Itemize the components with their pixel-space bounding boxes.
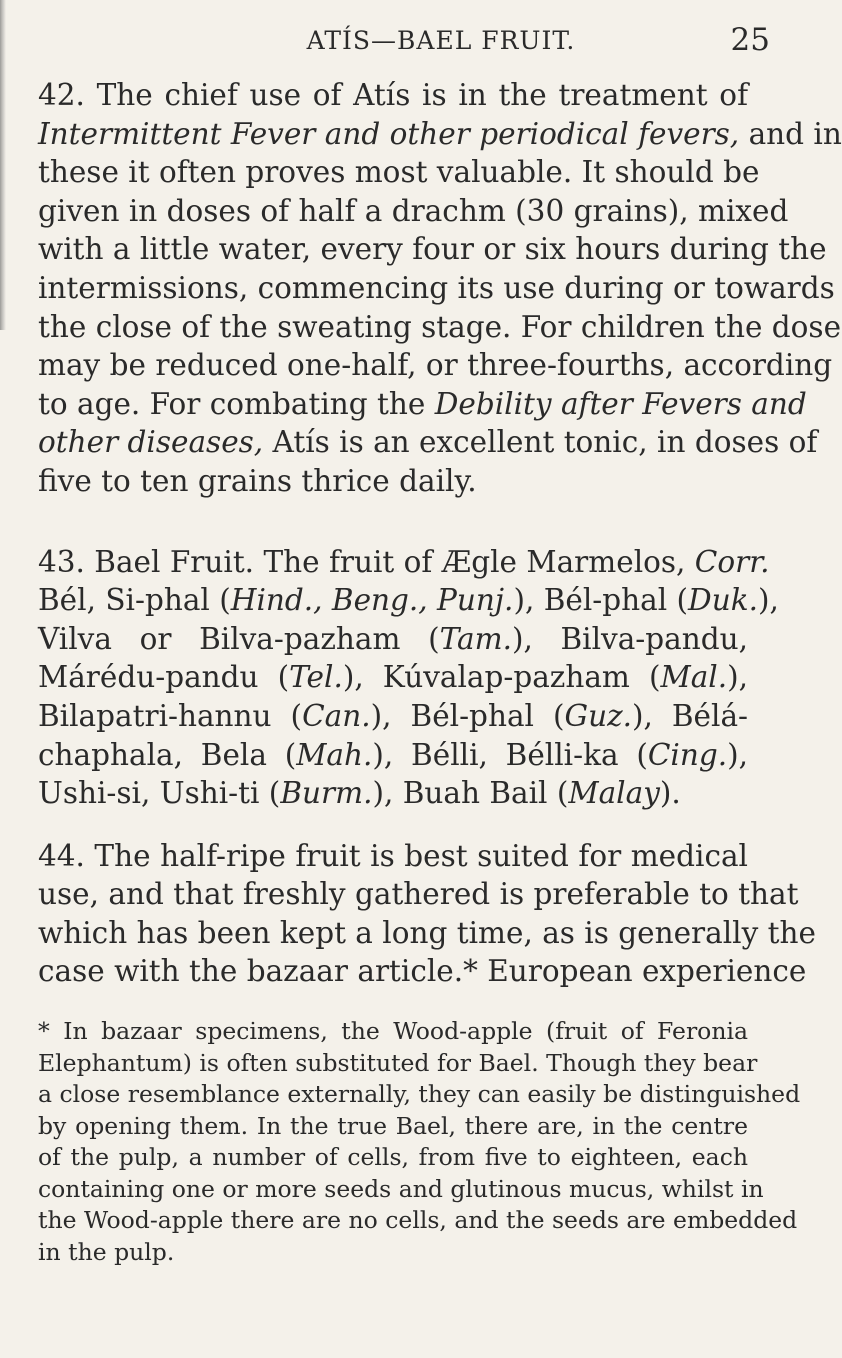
text-line: Vilva or Bilva-pazham (Tam.), Bilva-pandu, [38, 621, 749, 656]
paragraph-44 [38, 837, 816, 991]
text-line: intermissions, commencing its use during or towards [38, 270, 835, 305]
text-line: other diseases, Atís is an excellent tonic, in doses of [38, 425, 818, 460]
text-line: five to ten grains thrice daily. [38, 463, 477, 498]
text-line: Bilapatri-hannu (Can.), Bél-phal (Guz.), Bélá- [38, 698, 749, 733]
text-line: 44. The half-ripe fruit is best suited for medical [38, 838, 748, 873]
text-line: to age. For combating the Debility after Fevers and [38, 386, 807, 421]
footnote [38, 1016, 801, 1268]
running-title: ATÍS—BAEL FRUIT. [306, 26, 576, 55]
text-line: the close of the sweating stage. For children the dose [38, 309, 842, 344]
footnote-line: the Wood-apple there are no cells, and the seeds are embedded [38, 1206, 798, 1234]
text-line: use, and that freshly gathered is preferable to that [38, 877, 799, 912]
text-line: 42. The chief use of Atís is in the treatment of [38, 78, 748, 112]
text-line: these it often proves most valuable. It should be [38, 155, 760, 190]
paragraph-43 [38, 543, 779, 813]
footnote-line: in the pulp. [38, 1237, 175, 1266]
page-number: 25 [730, 22, 770, 58]
paragraph-gap [38, 813, 748, 837]
body-text [38, 76, 842, 991]
footnote-line: a close resemblance externally, they can easily be distinguished [38, 1080, 801, 1108]
text-line: Intermittent Fever and other periodical fevers, and in [38, 116, 842, 151]
text-line: which has been kept a long time, as is generally the [38, 915, 816, 950]
text-line: 43. Bael Fruit. The fruit of Ægle Marmelos, Corr. [38, 544, 770, 579]
paragraph-gap [38, 501, 748, 543]
text-line: with a little water, every four or six hours during the [38, 232, 827, 267]
footnote-line: Elephantum) is often substituted for Bael. Though they bear [38, 1048, 758, 1077]
footnote-line: by opening them. In the true Bael, there are, in the centre [38, 1111, 748, 1140]
text-line: Ushi-si, Ushi-ti (Burm.), Buah Bail (Malay). [38, 776, 681, 811]
text-line: case with the bazaar article.* European experience [38, 954, 807, 989]
footnote-line: * In bazaar specimens, the Wood-apple (fruit of Feronia [38, 1017, 748, 1045]
text-line: Bél, Si-phal (Hind., Beng., Punj.), Bél-phal (Duk.), [38, 583, 779, 618]
footnote-line: of the pulp, a number of cells, from five to eighteen, each [38, 1143, 748, 1171]
page-header [112, 20, 770, 60]
paragraph-42 [38, 76, 842, 501]
text-line: given in doses of half a drachm (30 grains), mixed [38, 193, 789, 228]
footnote-line: containing one or more seeds and glutinous mucus, whilst in [38, 1174, 764, 1203]
text-line: may be reduced one-half, or three-fourths, according [38, 348, 833, 383]
text-line: chaphala, Bela (Mah.), Bélli, Bélli-ka (Cing.), [38, 737, 748, 772]
text-line: Márédu-pandu (Tel.), Kúvalap-pazham (Mal.), [38, 660, 748, 695]
page-edge-shadow [0, 0, 6, 330]
